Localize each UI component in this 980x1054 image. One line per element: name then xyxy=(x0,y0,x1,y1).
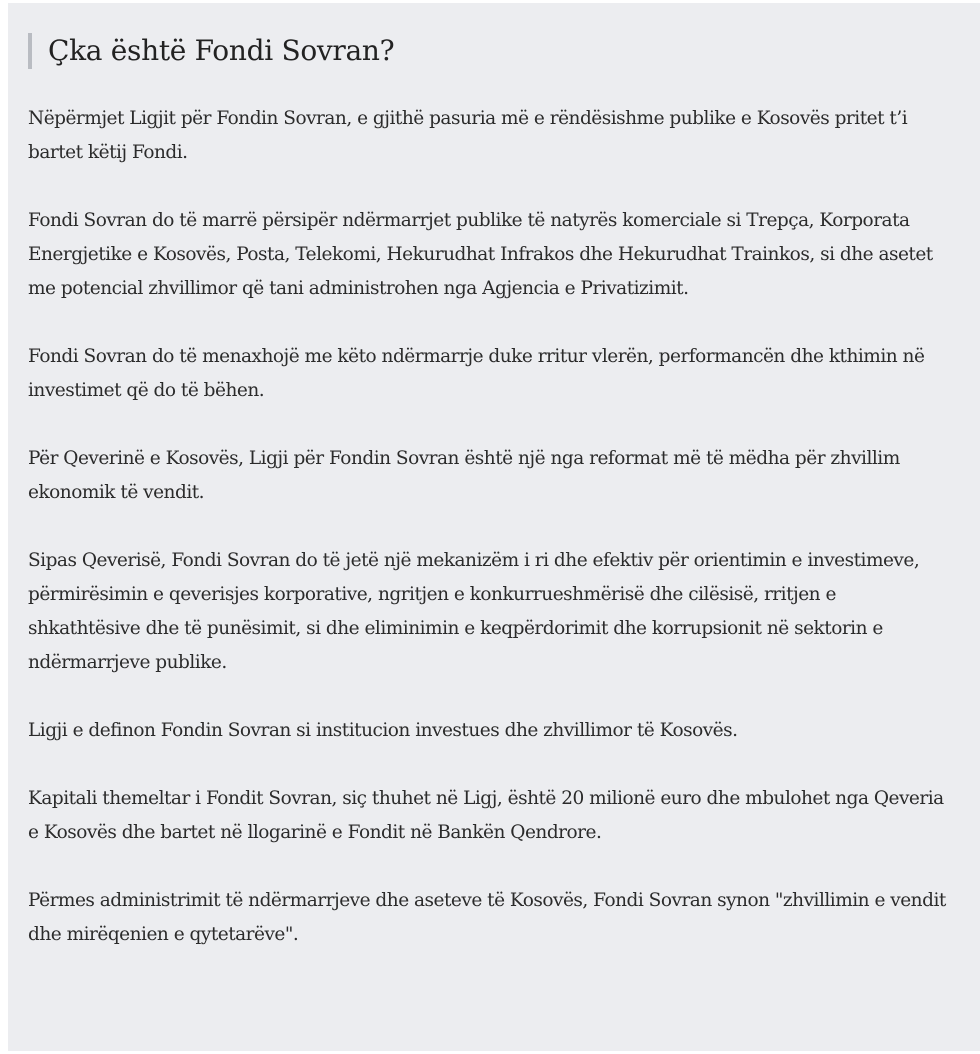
box-body xyxy=(28,102,948,986)
paragraph: Fondi Sovran do të marrë përsipër ndërmarrjet publike të natyrës komerciale si Trepça, Korporata Energjetike e Kosovës, Posta, Telekomi, Hekurudhat Infrakos dhe Hekurudhat Trainkos, si dhe asetet me potencial zhvillimor që tani administrohen nga Agjencia e Privatizimit. xyxy=(28,210,933,299)
paragraph: Sipas Qeverisë, Fondi Sovran do të jetë një mekanizëm i ri dhe efektiv për orientimin e investimeve, përmirësimin e qeverisjes korporative, ngritjen e konkurrueshmërisë dhe cilësisë, rritjen e shkathtësive dhe të punësimit, si dhe eliminimin e keqpërdorimit dhe korrupsionit në sektorin e ndërmarrjeve publike. xyxy=(28,550,920,673)
paragraph: Ligji e definon Fondin Sovran si institucion investues dhe zhvillimor të Kosovës. xyxy=(28,720,738,741)
paragraph: Përmes administrimit të ndërmarrjeve dhe aseteve të Kosovës, Fondi Sovran synon "zhvillimin e vendit dhe mirëqenien e qytetarëve". xyxy=(28,890,946,945)
paragraph: Kapitali themeltar i Fondit Sovran, siç thuhet në Ligj, është 20 milionë euro dhe mbulohet nga Qeveria e Kosovës dhe bartet në llogarinë e Fondit në Bankën Qendrore. xyxy=(28,788,944,843)
paragraph: Fondi Sovran do të menaxhojë me këto ndërmarrje duke rritur vlerën, performancën dhe kthimin në investimet që do të bëhen. xyxy=(28,346,925,401)
box-title: Çka është Fondi Sovran? xyxy=(28,33,394,69)
paragraph: Nëpërmjet Ligjit për Fondin Sovran, e gjithë pasuria më e rëndësishme publike e Kosovës pritet t’i bartet këtij Fondi. xyxy=(28,108,908,163)
info-box xyxy=(8,3,980,1051)
paragraph: Për Qeverinë e Kosovës, Ligji për Fondin Sovran është një nga reformat më të mëdha për zhvillim ekonomik të vendit. xyxy=(28,448,900,503)
